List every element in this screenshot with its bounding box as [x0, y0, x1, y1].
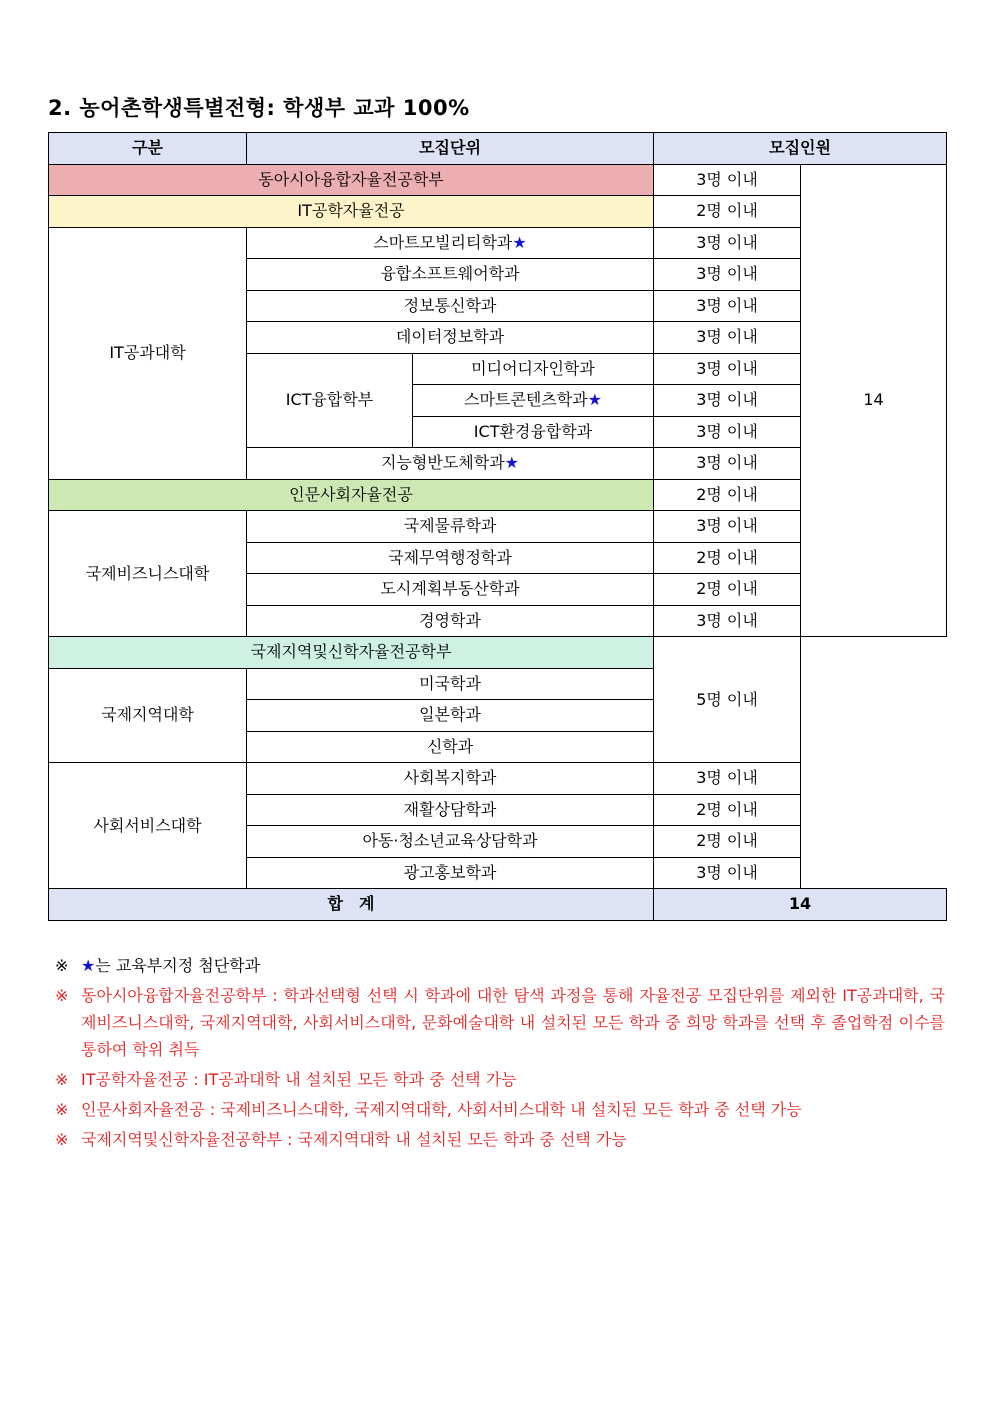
group-social-college: 사회서비스대학	[49, 763, 247, 889]
note-mark: ※	[55, 1100, 69, 1119]
group-east-asia: 동아시아융합자율전공학부	[49, 164, 654, 196]
quota-cell: 2명 이내	[654, 479, 801, 511]
total-row	[49, 889, 947, 921]
note-text: 동아시아융합자율전공학부 : 학과선택형 선택 시 학과에 대한 탐색 과정을 통해 자율전공 모집단위를 제외한 IT공과대학, 국제비즈니스대학, 국제지역대학, 사회서비스대학, 문화예술대학 내 설치된 모든 학과 중 희망 학과를 선택 후 졸업학점 이수를 통하여 학위 취득	[81, 986, 945, 1059]
group-total-cell: 14	[801, 164, 947, 637]
group-ict-school: ICT융합학부	[247, 353, 413, 448]
quota-cell: 3명 이내	[654, 353, 801, 385]
dept-name: 스마트콘텐츠학과	[464, 390, 588, 410]
quota-cell: 3명 이내	[654, 416, 801, 448]
note-mark: ※	[55, 1130, 69, 1149]
dept-cell: 일본학과	[247, 700, 654, 732]
star-icon: ★	[81, 956, 96, 975]
dept-cell: 미국학과	[247, 668, 654, 700]
quota-cell: 5명 이내	[654, 637, 801, 763]
header-category: 구분	[49, 133, 247, 165]
quota-cell: 3명 이내	[654, 448, 801, 480]
group-humanities-free: 인문사회자율전공	[49, 479, 654, 511]
star-icon: ★	[587, 390, 602, 410]
group-it-college: IT공과대학	[49, 227, 247, 479]
dept-cell: 국제무역행정학과	[247, 542, 654, 574]
note-regional-free	[55, 1126, 945, 1153]
dept-cell: 도시계획부동산학과	[247, 574, 654, 606]
total-value: 14	[654, 889, 947, 921]
header-unit: 모집단위	[247, 133, 654, 165]
dept-cell	[413, 385, 654, 417]
notes	[55, 952, 945, 1156]
note-text: IT공학자율전공 : IT공과대학 내 설치된 모든 학과 중 선택 가능	[81, 1070, 517, 1089]
dept-cell: 데이터정보학과	[247, 322, 654, 354]
dept-cell: 재활상담학과	[247, 794, 654, 826]
page-title: 2. 농어촌학생특별전형: 학생부 교과 100%	[48, 96, 470, 120]
dept-cell: 아동·청소년교육상담학과	[247, 826, 654, 858]
dept-cell: 경영학과	[247, 605, 654, 637]
quota-cell: 3명 이내	[654, 227, 801, 259]
note-mark: ※	[55, 1070, 69, 1089]
quota-cell: 2명 이내	[654, 196, 801, 228]
dept-cell: 정보통신학과	[247, 290, 654, 322]
table-header-row	[49, 133, 947, 165]
quota-cell: 2명 이내	[654, 794, 801, 826]
quota-cell: 3명 이내	[654, 322, 801, 354]
admission-table	[48, 132, 947, 921]
table-row	[49, 763, 947, 795]
dept-cell: 융합소프트웨어학과	[247, 259, 654, 291]
group-biz-college: 국제비즈니스대학	[49, 511, 247, 637]
group-regional-college: 국제지역대학	[49, 668, 247, 763]
note-east-asia	[55, 982, 945, 1063]
quota-cell: 2명 이내	[654, 542, 801, 574]
quota-cell: 2명 이내	[654, 574, 801, 606]
total-label: 합 계	[49, 889, 654, 921]
note-humanities-free	[55, 1096, 945, 1123]
quota-cell: 3명 이내	[654, 385, 801, 417]
quota-cell: 3명 이내	[654, 511, 801, 543]
table-row	[49, 164, 947, 196]
star-icon: ★	[512, 232, 527, 252]
quota-cell: 3명 이내	[654, 164, 801, 196]
table-row	[49, 637, 947, 669]
quota-cell: 3명 이내	[654, 605, 801, 637]
dept-cell	[247, 227, 654, 259]
dept-cell: 광고홍보학과	[247, 857, 654, 889]
quota-cell: 2명 이내	[654, 826, 801, 858]
dept-cell: ICT환경융합학과	[413, 416, 654, 448]
note-text: 는 교육부지정 첨단학과	[95, 956, 261, 975]
quota-cell: 3명 이내	[654, 290, 801, 322]
table-row	[49, 668, 947, 700]
note-mark: ※	[55, 986, 69, 1005]
note-text: 국제지역및신학자율전공학부 : 국제지역대학 내 설치된 모든 학과 중 선택 가능	[81, 1130, 627, 1149]
dept-cell	[247, 448, 654, 480]
dept-name: 지능형반도체학과	[381, 453, 505, 473]
quota-cell: 3명 이내	[654, 259, 801, 291]
note-it-free	[55, 1066, 945, 1093]
note-mark: ※	[55, 956, 69, 975]
header-quota: 모집인원	[654, 133, 947, 165]
note-text: 인문사회자율전공 : 국제비즈니스대학, 국제지역대학, 사회서비스대학 내 설치된 모든 학과 중 선택 가능	[81, 1100, 802, 1119]
dept-name: 스마트모빌리티학과	[373, 232, 513, 252]
group-regional-free: 국제지역및신학자율전공학부	[49, 637, 654, 669]
quota-cell: 3명 이내	[654, 857, 801, 889]
dept-cell: 국제물류학과	[247, 511, 654, 543]
star-icon: ★	[504, 453, 519, 473]
quota-cell: 3명 이내	[654, 763, 801, 795]
dept-cell: 미디어디자인학과	[413, 353, 654, 385]
dept-cell: 사회복지학과	[247, 763, 654, 795]
group-it-free: IT공학자율전공	[49, 196, 654, 228]
note-star	[55, 952, 945, 979]
dept-cell: 신학과	[247, 731, 654, 763]
